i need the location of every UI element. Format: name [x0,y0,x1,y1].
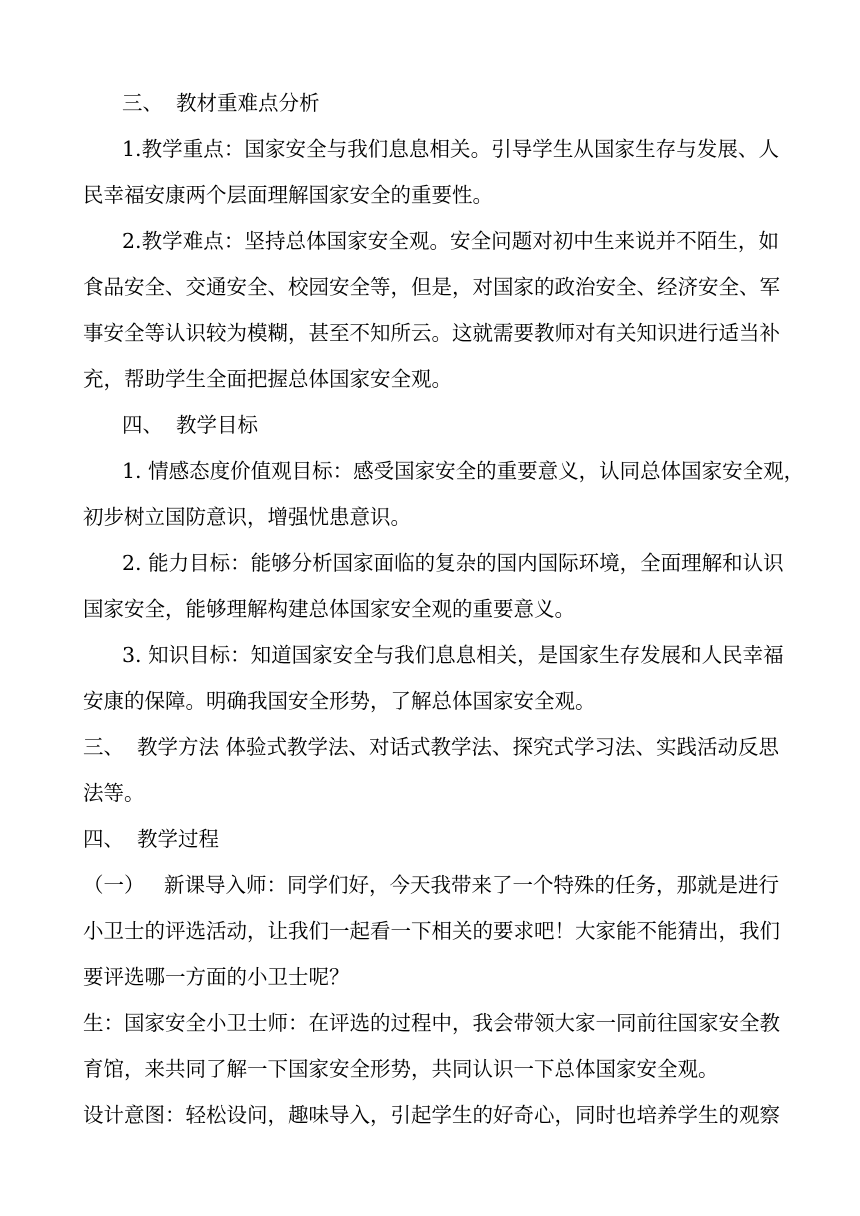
paragraph-line: （一） 新课导入师：同学们好，今天我带来了一个特殊的任务，那就是进行 [83,873,780,897]
heading-teaching-objectives: 四、 教学目标 [122,413,259,437]
paragraph-line: 小卫士的评选活动，让我们一起看一下相关的要求吧！大家能不能猜出，我们 [83,919,780,943]
paragraph-line: 初步树立国防意识，增强忧患意识。 [83,505,411,529]
paragraph-line: 2.教学难点：坚持总体国家安全观。安全问题对初中生来说并不陌生，如 [122,229,779,253]
paragraph-line: 法等。 [83,781,145,805]
paragraph-line: 2. 能力目标：能够分析国家面临的复杂的国内国际环境，全面理解和认识 [122,551,784,575]
paragraph-line: 1. 情感态度价值观目标：感受国家安全的重要意义，认同总体国家安全观， [122,459,805,483]
paragraph-line: 育馆，来共同了解一下国家安全形势，共同认识一下总体国家安全观。 [83,1057,719,1081]
paragraph-line: 充，帮助学生全面把握总体国家安全观。 [83,367,452,391]
paragraph-line: 1.教学重点：国家安全与我们息息相关。引导学生从国家生存与发展、人 [122,137,779,161]
paragraph-line: 设计意图：轻松设问，趣味导入，引起学生的好奇心，同时也培养学生的观察 [83,1103,780,1127]
heading-teaching-process: 四、 教学过程 [83,827,220,851]
heading-teaching-methods: 三、 教学方法 体验式教学法、对话式教学法、探究式学习法、实践活动反思 [83,735,780,759]
paragraph-line: 事安全等认识较为模糊，甚至不知所云。这就需要教师对有关知识进行适当补 [83,321,780,345]
paragraph-line: 生：国家安全小卫士师：在评选的过程中，我会带领大家一同前往国家安全教 [83,1011,780,1035]
paragraph-line: 要评选哪一方面的小卫士呢？ [83,965,350,989]
paragraph-line: 食品安全、交通安全、校园安全等，但是，对国家的政治安全、经济安全、军 [83,275,780,299]
paragraph-line: 安康的保障。明确我国安全形势，了解总体国家安全观。 [83,689,596,713]
heading-key-difficult-points: 三、 教材重难点分析 [122,91,320,115]
paragraph-line: 民幸福安康两个层面理解国家安全的重要性。 [83,183,493,207]
paragraph-line: 3. 知识目标：知道国家安全与我们息息相关，是国家生存发展和人民幸福 [122,643,784,667]
paragraph-line: 国家安全，能够理解构建总体国家安全观的重要意义。 [83,597,575,621]
